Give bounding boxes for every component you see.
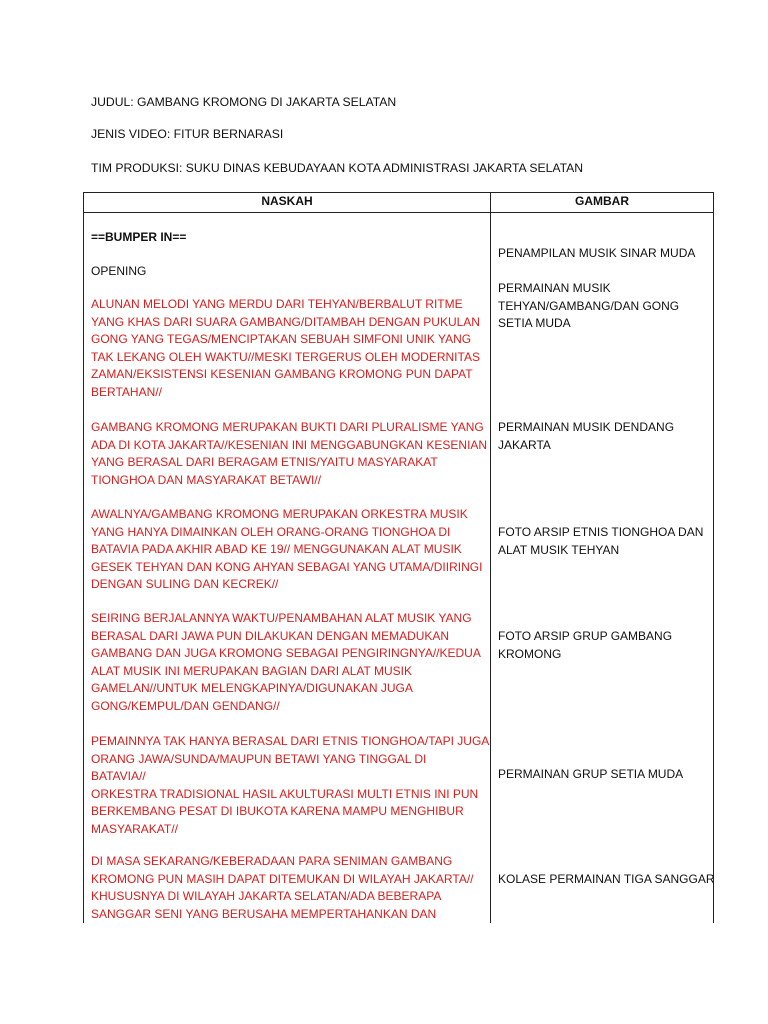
text-line: JAKARTA	[498, 437, 551, 452]
script-title: JUDUL: GAMBANG KROMONG DI JAKARTA SELATAN	[91, 95, 397, 109]
text-line: TEHYAN/GAMBANG/DAN GONG	[498, 298, 680, 313]
text-line: DENGAN SULING DAN KECREK//	[91, 577, 279, 592]
visual-note-6	[498, 766, 712, 784]
text-line: YANG KHAS DARI SUARA GAMBANG/DITAMBAH DENGAN PUKULAN	[91, 314, 480, 329]
text-line: KOLASE PERMAINAN TIGA SANGGAR	[498, 872, 715, 886]
text-line: ALUNAN MELODI YANG MERDU DARI TEHYAN/BERBALUT RITME	[91, 297, 463, 311]
visual-note-1	[498, 245, 712, 263]
visual-note-7	[498, 871, 715, 889]
narration-paragraph-2	[91, 419, 487, 489]
text-line: YANG BERASAL DARI BERAGAM ETNIS/YAITU MASYARAKAT	[91, 455, 438, 470]
text-line: SETIA MUDA	[498, 316, 571, 331]
text-line: BATAVIA PADA AKHIR ABAD KE 19// MENGGUNAKAN ALAT MUSIK	[91, 542, 462, 557]
text-line: PEMAINNYA TAK HANYA BERASAL DARI ETNIS TIONGHOA/TAPI JUGA	[91, 734, 490, 748]
production-team: TIM PRODUKSI: SUKU DINAS KEBUDAYAAN KOTA ADMINISTRASI JAKARTA SELATAN	[91, 161, 584, 175]
text-line: PERMAINAN MUSIK DENDANG	[498, 420, 675, 434]
narration-paragraph-6	[91, 853, 487, 923]
text-line: PENAMPILAN MUSIK SINAR MUDA	[498, 246, 696, 260]
text-line: TIONGHOA DAN MASYARAKAT BETAWI//	[91, 472, 322, 487]
text-line: ALAT MUSIK TEHYAN	[498, 542, 620, 557]
text-line: BATAVIA//	[91, 769, 146, 784]
video-type: JENIS VIDEO: FITUR BERNARASI	[91, 127, 284, 141]
text-line: BERKEMBANG PESAT DI IBUKOTA KARENA MAMPU MENGHIBUR	[91, 804, 464, 819]
text-line: GESEK TEHYAN DAN KONG AHYAN SEBAGAI YANG UTAMA/DIIRINGI	[91, 559, 483, 574]
text-line: TAK LEKANG OLEH WAKTU//MESKI TERGERUS OLEH MODERNITAS	[91, 349, 480, 364]
text-line: GAMBANG KROMONG MERUPAKAN BUKTI DARI PLURALISME YANG	[91, 420, 484, 434]
text-line: YANG HANYA DIMAINKAN OLEH ORANG-ORANG TIONGHOA DI	[91, 524, 451, 539]
text-line: KHUSUSNYA DI WILAYAH JAKARTA SELATAN/ADA BEBERAPA	[91, 889, 442, 904]
script-table	[83, 192, 714, 923]
text-line: ADA DI KOTA JAKARTA//KESENIAN INI MENGGABUNGKAN KESENIAN	[91, 437, 488, 452]
column-divider	[490, 193, 491, 923]
text-line: AWALNYA/GAMBANG KROMONG MERUPAKAN ORKESTRA MUSIK	[91, 507, 468, 521]
text-line: KROMONG	[498, 646, 562, 661]
table-header-row	[84, 193, 713, 213]
text-line: BERASAL DARI JAWA PUN DILAKUKAN DENGAN MEMADUKAN	[91, 628, 450, 643]
text-line: GAMBANG DAN JUGA KROMONG SEBAGAI PENGIRINGNYA//KEDUA	[91, 646, 481, 661]
text-line: SEIRING BERJALANNYA WAKTU/PENAMBAHAN ALAT MUSIK YANG	[91, 611, 472, 625]
bumper-label: ==BUMPER IN==	[91, 230, 187, 244]
text-line: KROMONG PUN MASIH DAPAT DITEMUKAN DI WILAYAH JAKARTA//	[91, 871, 474, 886]
narration-paragraph-3	[91, 506, 487, 594]
visual-note-5	[498, 628, 712, 663]
narration-paragraph-4	[91, 610, 487, 716]
text-line: ALAT MUSIK INI MERUPAKAN BAGIAN DARI ALAT MUSIK	[91, 663, 412, 678]
visual-note-3	[498, 419, 712, 454]
text-line: FOTO ARSIP GRUP GAMBANG	[498, 629, 673, 643]
column-header-naskah: NASKAH	[261, 194, 313, 208]
text-line: BERTAHAN//	[91, 384, 162, 399]
narration-paragraph-5	[91, 733, 490, 839]
visual-note-4	[498, 524, 712, 559]
column-header-gambar: GAMBAR	[575, 194, 629, 208]
text-line: GONG/KEMPUL/DAN GENDANG//	[91, 698, 280, 713]
text-line: FOTO ARSIP ETNIS TIONGHOA DAN	[498, 525, 704, 539]
text-line: ZAMAN/EKSISTENSI KESENIAN GAMBANG KROMONG PUN DAPAT	[91, 367, 473, 382]
text-line: PERMAINAN MUSIK	[498, 281, 611, 295]
text-line: GAMELAN//UNTUK MELENGKAPINYA/DIGUNAKAN JUGA	[91, 681, 413, 696]
opening-label: OPENING	[91, 264, 147, 278]
text-line: GONG YANG TEGAS/MENCIPTAKAN SEBUAH SIMFONI UNIK YANG	[91, 332, 472, 347]
text-line: ORKESTRA TRADISIONAL HASIL AKULTURASI MULTI ETNIS INI PUN	[91, 786, 479, 801]
text-line: DI MASA SEKARANG/KEBERADAAN PARA SENIMAN GAMBANG	[91, 854, 453, 868]
text-line: SANGGAR SENI YANG BERUSAHA MEMPERTAHANKAN DAN	[91, 906, 437, 921]
text-line: PERMAINAN GRUP SETIA MUDA	[498, 767, 684, 781]
narration-paragraph-1	[91, 296, 487, 402]
visual-note-2	[498, 280, 712, 333]
text-line: MASYARAKAT//	[91, 821, 178, 836]
text-line: ORANG JAWA/SUNDA/MAUPUN BETAWI YANG TINGGAL DI	[91, 751, 427, 766]
